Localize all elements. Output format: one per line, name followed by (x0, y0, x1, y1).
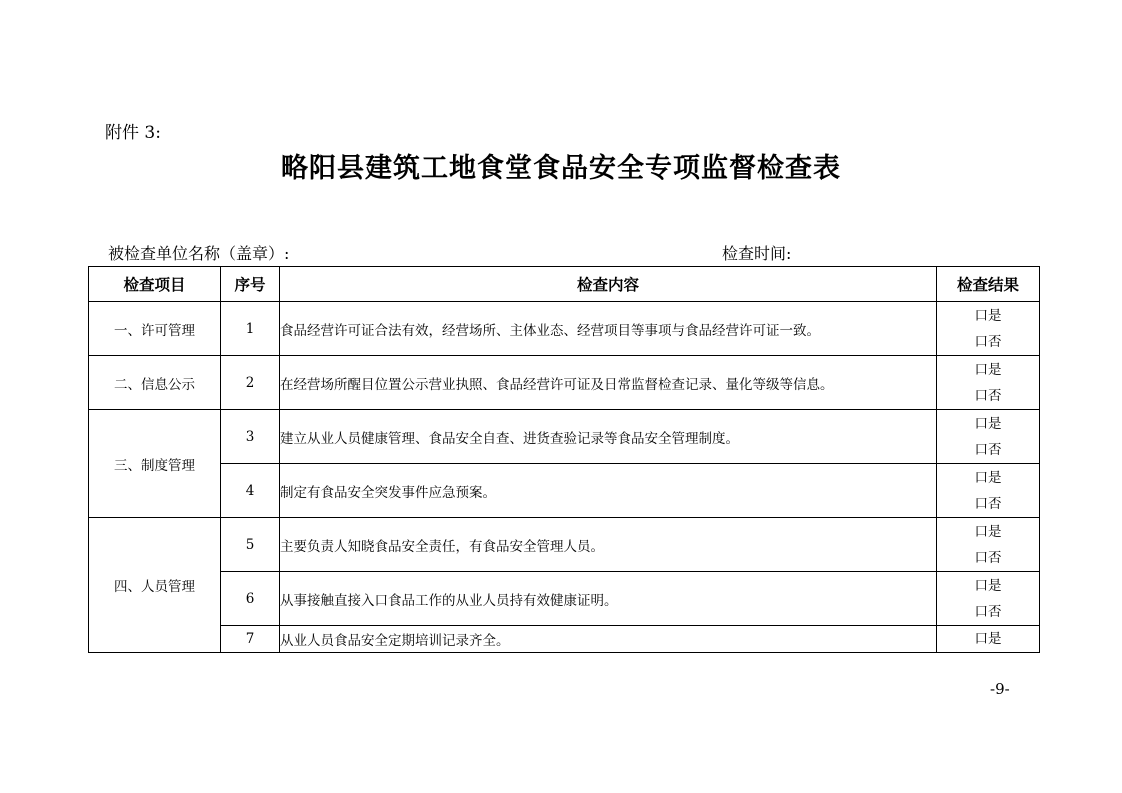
row-number: 7 (221, 626, 280, 653)
table-row (89, 626, 1040, 653)
no-checkbox[interactable]: 口否 (974, 495, 1002, 512)
header-content: 检查内容 (280, 267, 937, 302)
result-cell (937, 464, 1040, 518)
row-number: 2 (221, 356, 280, 410)
result-cell (937, 302, 1040, 356)
inspected-unit-label: 被检查单位名称（盖章）: (108, 244, 290, 263)
row-number: 1 (221, 302, 280, 356)
row-content: 制定有食品安全突发事件应急预案。 (280, 464, 937, 518)
table-row (89, 518, 1040, 572)
row-number: 3 (221, 410, 280, 464)
table-header-row (89, 267, 1040, 302)
row-content: 从业人员食品安全定期培训记录齐全。 (280, 626, 937, 653)
table-row (89, 464, 1040, 518)
yes-checkbox[interactable]: 口是 (974, 415, 1002, 432)
header-item: 检查项目 (89, 267, 221, 302)
row-content: 在经营场所醒目位置公示营业执照、食品经营许可证及日常监督检查记录、量化等级等信息。 (280, 356, 937, 410)
category-cell: 三、制度管理 (89, 410, 221, 518)
result-cell (937, 356, 1040, 410)
inspection-time-label: 检查时间: (722, 244, 792, 263)
table-row (89, 572, 1040, 626)
inspection-table (88, 266, 1040, 653)
row-content: 建立从业人员健康管理、食品安全自查、进货查验记录等食品安全管理制度。 (280, 410, 937, 464)
category-cell: 四、人员管理 (89, 518, 221, 653)
no-checkbox[interactable]: 口否 (974, 333, 1002, 350)
document-title: 略阳县建筑工地食堂食品安全专项监督检查表 (281, 153, 841, 184)
header-number: 序号 (221, 267, 280, 302)
row-number: 4 (221, 464, 280, 518)
attachment-label: 附件 3: (105, 123, 161, 143)
yes-checkbox[interactable]: 口是 (974, 631, 1002, 647)
yes-checkbox[interactable]: 口是 (974, 469, 1002, 486)
result-cell (937, 518, 1040, 572)
category-cell: 一、许可管理 (89, 302, 221, 356)
result-cell (937, 572, 1040, 626)
no-checkbox[interactable]: 口否 (974, 603, 1002, 620)
yes-checkbox[interactable]: 口是 (974, 307, 1002, 324)
no-checkbox[interactable]: 口否 (974, 387, 1002, 404)
result-cell (937, 410, 1040, 464)
yes-checkbox[interactable]: 口是 (974, 577, 1002, 594)
no-checkbox[interactable]: 口否 (974, 549, 1002, 566)
table-row (89, 410, 1040, 464)
row-content: 主要负责人知晓食品安全责任，有食品安全管理人员。 (280, 518, 937, 572)
result-cell (937, 626, 1040, 653)
category-cell: 二、信息公示 (89, 356, 221, 410)
page-number: -9- (990, 680, 1010, 698)
row-number: 5 (221, 518, 280, 572)
yes-checkbox[interactable]: 口是 (974, 361, 1002, 378)
row-content: 食品经营许可证合法有效，经营场所、主体业态、经营项目等事项与食品经营许可证一致。 (280, 302, 937, 356)
table-row (89, 356, 1040, 410)
row-content: 从事接触直接入口食品工作的从业人员持有效健康证明。 (280, 572, 937, 626)
row-number: 6 (221, 572, 280, 626)
header-result: 检查结果 (937, 267, 1040, 302)
no-checkbox[interactable]: 口否 (974, 441, 1002, 458)
yes-checkbox[interactable]: 口是 (974, 523, 1002, 540)
table-row (89, 302, 1040, 356)
